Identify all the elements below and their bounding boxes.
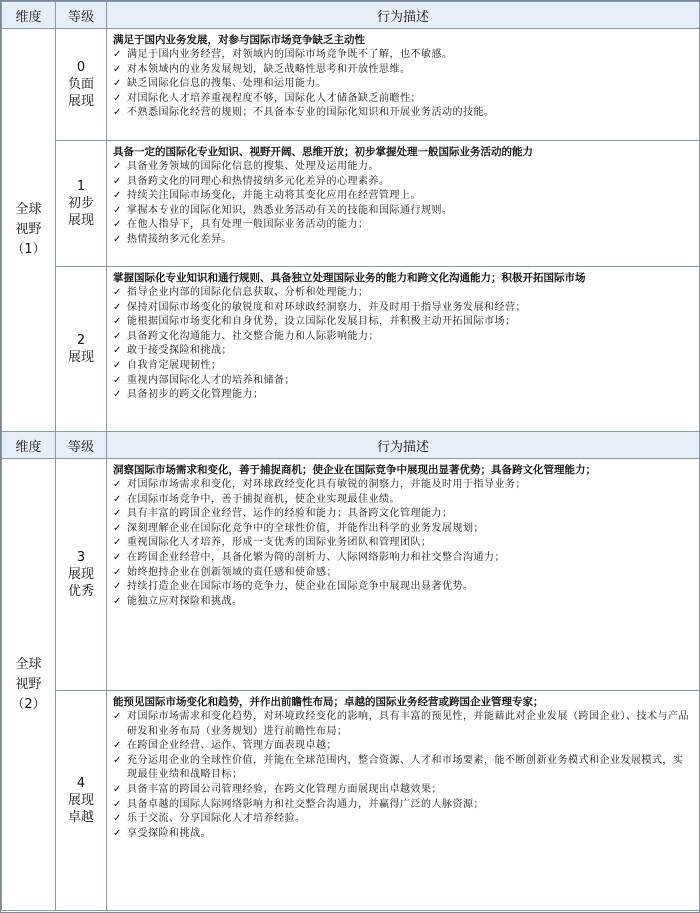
checkmark-icon: ✓ xyxy=(113,175,122,187)
list-item xyxy=(113,106,693,121)
description-heading: 满足于国内业务发展，对参与国际市场竞争缺乏主动性 xyxy=(113,34,365,46)
list-item xyxy=(113,344,693,359)
checkmark-icon: ✓ xyxy=(113,161,122,172)
bullet-text: 具备业务领域的国际化信息的搜集、处理及运用能力。 xyxy=(127,161,379,172)
checkmark-icon: ✓ xyxy=(113,493,122,505)
checkmark-icon: ✓ xyxy=(113,204,122,216)
checkmark-icon: ✓ xyxy=(113,566,122,578)
checkmark-icon: ✓ xyxy=(113,551,122,563)
bullet-text: 自我肯定展现韧性； xyxy=(127,359,222,371)
list-item xyxy=(113,301,693,316)
description-cell xyxy=(107,459,700,691)
checkmark-icon: ✓ xyxy=(113,827,122,839)
checkmark-icon: ✓ xyxy=(113,740,122,752)
level-name: 负面 xyxy=(67,77,94,92)
checkmark-icon: ✓ xyxy=(113,359,122,371)
bullet-text: 具备初步的跨文化管理能力； xyxy=(127,389,264,401)
bullet-list xyxy=(113,286,693,403)
list-item xyxy=(113,330,693,345)
level-row-3 xyxy=(2,459,700,691)
description-heading: 具备一定的国际化专业知识、视野开阔、思维开放；初步掌握处理一般国际业务活动的能力 xyxy=(113,146,533,158)
level-name: 展现 xyxy=(67,94,94,109)
list-item xyxy=(113,189,693,204)
checkmark-icon: ✓ xyxy=(113,711,122,722)
bullet-text: 能独立应对探险和挑战。 xyxy=(127,595,243,607)
level-cell xyxy=(56,29,107,141)
list-item xyxy=(113,77,693,92)
header-level: 等级 xyxy=(56,432,107,459)
level-cell xyxy=(56,141,107,267)
list-item xyxy=(113,827,693,842)
bullet-text: 敢于接受探险和挑战； xyxy=(127,345,232,357)
bullet-text: 具备跨文化的同理心和热情接纳多元化差异的心理素养。 xyxy=(127,175,390,187)
bullet-text: 深刻理解企业在国际化竞争中的全球性价值，并能作出科学的业务发展规划； xyxy=(127,522,484,534)
description-cell xyxy=(107,29,700,141)
checkmark-icon: ✓ xyxy=(113,595,122,607)
bullet-text: 在跨国企业经营、运作、管理方面表现卓越； xyxy=(127,740,337,752)
dimension-label: 全球 xyxy=(15,202,42,217)
checkmark-icon: ✓ xyxy=(113,508,122,520)
level-row-0 xyxy=(2,29,700,141)
bullet-text: 在他人指导下，具有处理一般国际业务活动的能力； xyxy=(127,219,369,231)
description-cell xyxy=(107,267,700,432)
list-item xyxy=(113,739,693,754)
list-item xyxy=(113,48,693,63)
checkmark-icon: ✓ xyxy=(113,63,122,75)
checkmark-icon: ✓ xyxy=(113,233,122,245)
bullet-text: 对国际市场需求和变化趋势，对环境政经变化的影响，具有丰富的预见性，并能藉此对企业发展（跨国企业）、技术与产品研发和业务布局（业务规划）进行前瞻性布局； xyxy=(127,711,689,737)
list-item xyxy=(113,551,693,566)
level-name: 优秀 xyxy=(67,584,94,599)
checkmark-icon: ✓ xyxy=(113,78,122,90)
level-number: 2 xyxy=(76,333,86,348)
checkmark-icon: ✓ xyxy=(113,330,122,342)
header-description: 行为描述 xyxy=(107,2,700,29)
checkmark-icon: ✓ xyxy=(113,287,122,298)
level-number: 4 xyxy=(76,776,86,791)
bullet-text: 热情接纳多元化差异。 xyxy=(127,233,232,245)
checkmark-icon: ✓ xyxy=(113,754,122,766)
list-item xyxy=(113,233,693,248)
list-item xyxy=(113,783,693,798)
level-name: 卓越 xyxy=(67,810,94,825)
level-cell xyxy=(56,267,107,432)
checkmark-icon: ✓ xyxy=(113,389,122,401)
level-name: 展现 xyxy=(67,350,94,365)
checkmark-icon: ✓ xyxy=(113,301,122,313)
bullet-text: 满足于国内业务经营，对领域内的国际市场竞争既不了解，也不敏感。 xyxy=(127,49,453,60)
bullet-text: 始终抱持企业在创新领域的责任感和使命感； xyxy=(127,566,337,578)
level-number: 0 xyxy=(76,60,86,75)
list-item xyxy=(113,63,693,78)
bullet-text: 具备跨文化沟通能力、社交整合能力和人际影响能力； xyxy=(127,330,379,342)
level-number: 1 xyxy=(76,179,86,194)
competency-table-section-1 xyxy=(1,1,700,432)
header-dimension: 维度 xyxy=(2,2,56,29)
checkmark-icon: ✓ xyxy=(113,783,122,795)
list-item xyxy=(113,798,693,813)
bullet-text: 具备卓越的国际人际网络影响力和社交整合沟通力，并赢得广泛的人脉资源； xyxy=(127,798,484,810)
list-item xyxy=(113,478,693,493)
checkmark-icon: ✓ xyxy=(113,316,122,328)
table-header-row xyxy=(2,2,700,29)
bullet-text: 乐于交流、分享国际化人才培养经验。 xyxy=(127,813,306,825)
header-description: 行为描述 xyxy=(107,432,700,459)
checkmark-icon: ✓ xyxy=(113,479,122,490)
description-heading: 能预见国际市场变化和趋势，并作出前瞻性布局；卓越的国际业务经营或跨国企业管理专家； xyxy=(113,696,544,708)
level-name: 展现 xyxy=(67,793,94,808)
bullet-text: 能根据国际市场变化和自身优势，设立国际化发展目标，并积极主动开拓国际市场； xyxy=(127,316,516,328)
level-cell xyxy=(56,459,107,691)
checkmark-icon: ✓ xyxy=(113,798,122,810)
list-item xyxy=(113,374,693,389)
bullet-text: 具备丰富的跨国公司管理经验，在跨文化管理方面展现出卓越效果； xyxy=(127,783,442,795)
bullet-text: 在跨国企业经营中，具备化繁为简的剖析力、人际网络影响力和社交整合沟通力； xyxy=(127,551,505,563)
level-cell xyxy=(56,691,107,911)
checkmark-icon: ✓ xyxy=(113,190,122,202)
description-cell xyxy=(107,691,700,911)
bullet-text: 指导企业内部的国际化信息获取、分析和处理能力； xyxy=(127,287,369,298)
level-name: 展现 xyxy=(67,567,94,582)
description-heading: 掌握国际化专业知识和通行规则、具备独立处理国际业务的能力和跨文化沟通能力；积极开拓国际市场 xyxy=(113,272,586,284)
bullet-text: 在国际市场竞争中，善于捕捉商机，使企业实现最佳业绩。 xyxy=(127,493,400,505)
checkmark-icon: ✓ xyxy=(113,107,122,119)
level-number: 3 xyxy=(76,550,86,565)
level-row-2 xyxy=(2,267,700,432)
checkmark-icon: ✓ xyxy=(113,49,122,60)
list-item xyxy=(113,315,693,330)
dimension-cell xyxy=(2,459,56,911)
bullet-text: 持续关注国际市场变化，并能主动将其变化应用在经营管理上。 xyxy=(127,190,421,202)
header-level: 等级 xyxy=(56,2,107,29)
dimension-cell xyxy=(2,29,56,432)
description-cell xyxy=(107,141,700,267)
dimension-label: （2） xyxy=(11,696,46,712)
bullet-list xyxy=(113,48,693,121)
level-name: 展现 xyxy=(67,213,94,228)
dimension-label: 全球 xyxy=(15,656,42,672)
list-item xyxy=(113,710,693,739)
bullet-text: 充分运用企业的全球性价值，并能在全球范围内，整合资源、人才和市场要素，能不断创新业务模式和企业发展模式，实现最佳业绩和战略目标； xyxy=(127,754,684,781)
list-item xyxy=(113,493,693,508)
header-dimension: 维度 xyxy=(2,432,56,459)
level-row-4 xyxy=(2,691,700,911)
bullet-text: 保持对国际市场变化的敏锐度和对环球政经洞察力，并及时用于指导业务发展和经营； xyxy=(127,301,526,313)
table-header-row xyxy=(2,432,700,459)
dimension-label: 视野 xyxy=(15,676,42,692)
list-item xyxy=(113,507,693,522)
list-item xyxy=(113,92,693,107)
list-item xyxy=(113,388,693,403)
bullet-text: 重视国际化人才培养，形成一支优秀的国际业务团队和管理团队； xyxy=(127,537,432,549)
checkmark-icon: ✓ xyxy=(113,219,122,231)
list-item xyxy=(113,754,693,783)
level-name: 初步 xyxy=(67,196,94,211)
checkmark-icon: ✓ xyxy=(113,374,122,386)
bullet-text: 对本领域内的业务发展规划，缺乏战略性思考和开放性思维。 xyxy=(127,63,411,75)
bullet-text: 缺乏国际化信息的搜集、处理和运用能力。 xyxy=(127,78,327,90)
bullet-list xyxy=(113,710,693,841)
checkmark-icon: ✓ xyxy=(113,345,122,357)
bullet-text: 对国际市场需求和变化，对环球政经变化具有敏锐的洞察力，并能及时用于指导业务； xyxy=(127,479,526,490)
list-item xyxy=(113,204,693,219)
level-row-1 xyxy=(2,141,700,267)
bullet-text: 重视内部国际化人才的培养和储备； xyxy=(127,374,295,386)
bullet-text: 持续打造企业在国际市场的竞争力，使企业在国际竞争中展现出显著优势。 xyxy=(127,581,474,593)
dimension-label: 视野 xyxy=(15,222,42,237)
checkmark-icon: ✓ xyxy=(113,92,122,104)
dimension-label: （1） xyxy=(11,242,46,257)
bullet-text: 具有丰富的跨国企业经营、运作的经验和能力；具备跨文化管理能力； xyxy=(127,508,453,520)
bullet-text: 对国际化人才培养重视程度不够，国际化人才储备缺乏前瞻性； xyxy=(127,92,421,104)
bullet-list xyxy=(113,478,693,609)
list-item xyxy=(113,812,693,827)
list-item xyxy=(113,580,693,595)
checkmark-icon: ✓ xyxy=(113,537,122,549)
bullet-text: 不熟悉国际化经营的规则；不具备本专业的国际化知识和开展业务活动的技能。 xyxy=(127,107,495,119)
checkmark-icon: ✓ xyxy=(113,522,122,534)
bullet-text: 掌握本专业的国际化知识，熟悉业务活动有关的技能和国际通行规则。 xyxy=(127,204,453,216)
list-item xyxy=(113,160,693,175)
list-item xyxy=(113,522,693,537)
list-item xyxy=(113,566,693,581)
list-item xyxy=(113,359,693,374)
bullet-list xyxy=(113,160,693,248)
list-item xyxy=(113,175,693,190)
checkmark-icon: ✓ xyxy=(113,581,122,593)
competency-table-section-2 xyxy=(1,431,700,911)
list-item xyxy=(113,595,693,610)
list-item xyxy=(113,536,693,551)
checkmark-icon: ✓ xyxy=(113,813,122,825)
bullet-text: 享受探险和挑战。 xyxy=(127,827,211,839)
description-heading: 洞察国际市场需求和变化，善于捕捉商机；使企业在国际竞争中展现出显著优势；具备跨文化管理能力； xyxy=(113,464,596,476)
list-item xyxy=(113,286,693,301)
list-item xyxy=(113,218,693,233)
